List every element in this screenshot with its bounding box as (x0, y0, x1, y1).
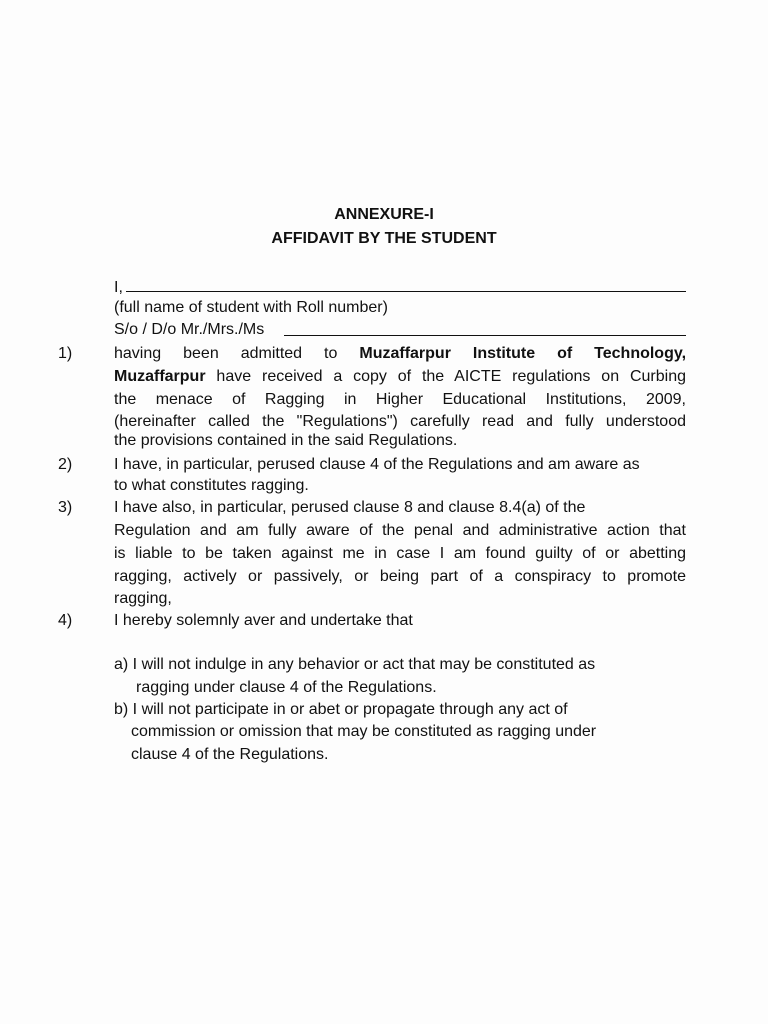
student-name-blank[interactable] (126, 291, 686, 292)
clause-line: is liable to be taken against me in case I am found guilty of or abetting (114, 545, 686, 562)
clause-line: I hereby solemnly aver and undertake that (114, 612, 413, 629)
intro-i-prefix: I, (114, 279, 123, 296)
clause-line: Muzaffarpur have received a copy of the AICTE regulations on Curbing (114, 368, 686, 385)
clause-line: ragging, (114, 590, 172, 607)
undertaking-b-line: clause 4 of the Regulations. (131, 746, 329, 763)
clause-number: 3) (58, 499, 73, 516)
clause-line: the menace of Ragging in Higher Educational Institutions, 2009, (114, 391, 686, 408)
undertaking-a-line: a) I will not indulge in any behavior or act that may be constituted as (114, 656, 596, 673)
fullname-note: (full name of student with Roll number) (114, 299, 388, 316)
parent-name-blank[interactable] (284, 335, 686, 336)
clause-number: 2) (58, 456, 73, 473)
clause-line: Regulation and am fully aware of the penal and administrative action that (114, 522, 686, 539)
clause-line: I have also, in particular, perused clause 8 and clause 8.4(a) of the (114, 499, 586, 516)
parent-prefix: S/o / D/o Mr./Mrs./Ms (114, 321, 265, 338)
undertaking-b-line: commission or omission that may be constituted as ragging under (131, 723, 597, 740)
clause-line: I have, in particular, perused clause 4 of the Regulations and am aware as (114, 456, 640, 473)
annexure-heading: ANNEXURE-I (334, 206, 434, 223)
clause-line: (hereinafter called the "Regulations") carefully read and fully understood (114, 413, 686, 430)
undertaking-b-line: b) I will not participate in or abet or propagate through any act of (114, 701, 568, 718)
clause-line: ragging, actively or passively, or being part of a conspiracy to promote (114, 568, 686, 585)
undertaking-a-line: ragging under clause 4 of the Regulations. (136, 679, 437, 696)
affidavit-title: AFFIDAVIT BY THE STUDENT (271, 230, 497, 247)
clause-line: the provisions contained in the said Regulations. (114, 432, 458, 449)
clause-number: 1) (58, 345, 73, 362)
clause-line: to what constitutes ragging. (114, 477, 309, 494)
clause-number: 4) (58, 612, 73, 629)
clause-line: having been admitted to Muzaffarpur Institute of Technology, (114, 345, 687, 362)
